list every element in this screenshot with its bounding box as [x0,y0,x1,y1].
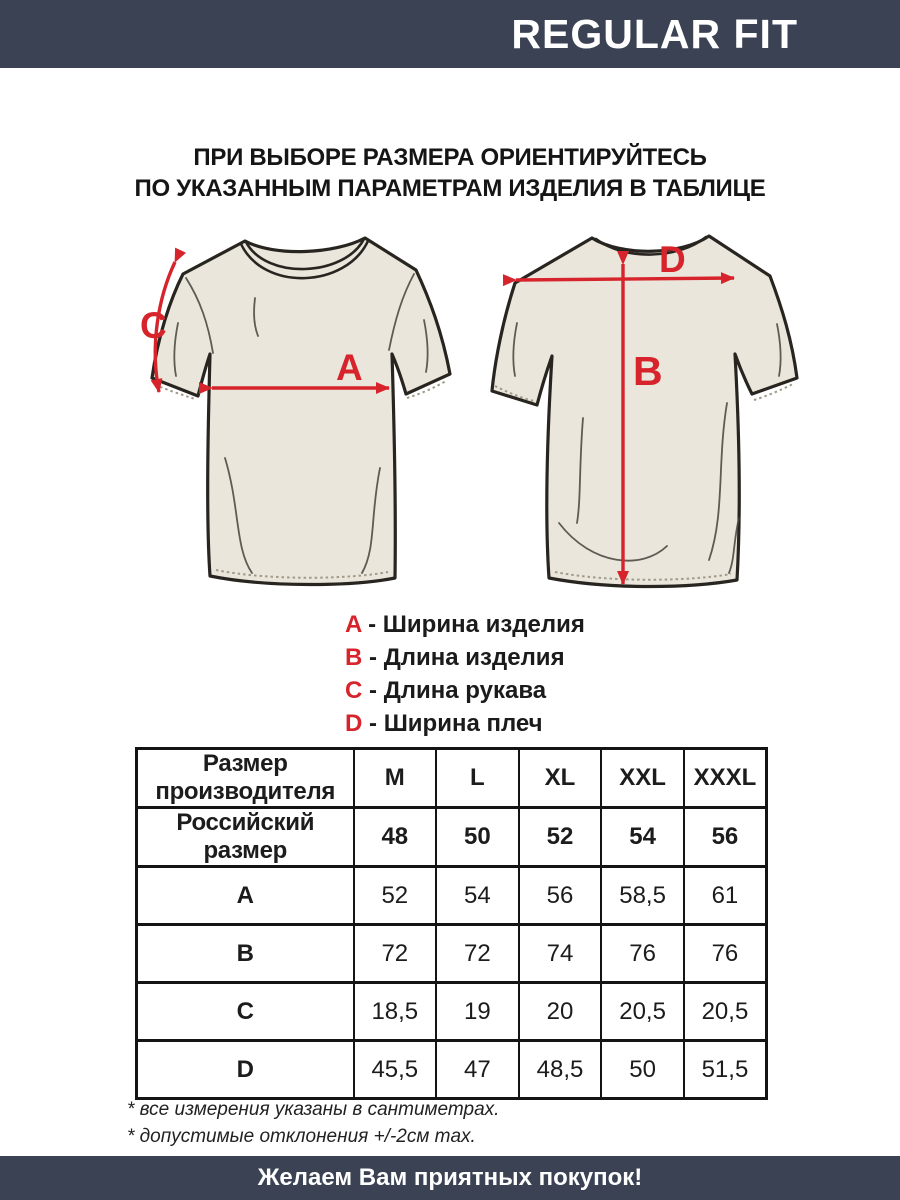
table-row-d [137,1041,767,1099]
farewell-banner [0,1156,900,1200]
value-cell: 50 [436,808,519,867]
row-label: Российский размер [137,808,354,867]
value-cell: 72 [436,925,519,983]
measure-label-c: C [140,305,167,346]
page-title [0,142,900,204]
size-table [135,747,768,1100]
tshirt-front-diagram [140,228,460,603]
footnote-units: * все измерения указаны в сантиметрах. [127,1099,500,1120]
page-title-line1: ПРИ ВЫБОРЕ РАЗМЕРА ОРИЕНТИРУЙТЕСЬ [193,144,707,171]
value-cell: 50 [601,1041,684,1099]
table-row-b [137,925,767,983]
value-cell: 54 [601,808,684,867]
value-cell: 20,5 [601,983,684,1041]
row-label-b: B [137,925,354,983]
measure-label-a: A [336,347,363,388]
tshirt-front-body [152,238,450,585]
footnotes [127,1096,499,1150]
fit-type-title: REGULAR FIT [511,10,798,57]
value-cell: 19 [436,983,519,1041]
tshirt-back-diagram [487,228,807,603]
farewell-message: Желаем Вам приятных покупок! [257,1164,643,1191]
footnote-tolerance: * допустимые отклонения +/-2см max. [127,1126,476,1147]
measurement-diagram [140,228,807,603]
value-cell: 76 [684,925,767,983]
legend-item-c: C - Длина рукава [345,677,547,704]
table-row-header [137,749,767,808]
value-cell: 76 [601,925,684,983]
size-col-l: L [436,749,519,808]
row-label-a: A [137,867,354,925]
value-cell: 20,5 [684,983,767,1041]
size-col-xxxl: XXXL [684,749,767,808]
value-cell: 48,5 [519,1041,602,1099]
value-cell: 58,5 [601,867,684,925]
size-col-xxl: XXL [601,749,684,808]
table-row-russian-size [137,808,767,867]
value-cell: 54 [436,867,519,925]
page-title-line2: ПО УКАЗАННЫМ ПАРАМЕТРАМ ИЗДЕЛИЯ В ТАБЛИЦЕ [134,175,766,202]
table-row-c [137,983,767,1041]
value-cell: 48 [354,808,437,867]
value-cell: 45,5 [354,1041,437,1099]
fit-type-banner [0,0,900,68]
legend-item-b: B - Длина изделия [345,644,565,671]
value-cell: 56 [519,867,602,925]
col-header-manufacturer-size: Размер производителя [137,749,354,808]
value-cell: 61 [684,867,767,925]
value-cell: 47 [436,1041,519,1099]
value-cell: 52 [354,867,437,925]
measure-arrow-d [516,278,734,280]
row-label-d: D [137,1041,354,1099]
size-col-m: M [354,749,437,808]
value-cell: 52 [519,808,602,867]
value-cell: 56 [684,808,767,867]
measure-label-d: D [659,239,686,280]
value-cell: 74 [519,925,602,983]
measure-label-b: B [633,348,663,394]
tshirt-back-body [492,236,797,587]
measurement-legend [345,608,585,740]
row-label-c: C [137,983,354,1041]
table-row-a [137,867,767,925]
legend-item-d: D - Ширина плеч [345,710,543,737]
value-cell: 72 [354,925,437,983]
value-cell: 18,5 [354,983,437,1041]
value-cell: 20 [519,983,602,1041]
size-col-xl: XL [519,749,602,808]
value-cell: 51,5 [684,1041,767,1099]
legend-item-a: A - Ширина изделия [345,611,585,638]
